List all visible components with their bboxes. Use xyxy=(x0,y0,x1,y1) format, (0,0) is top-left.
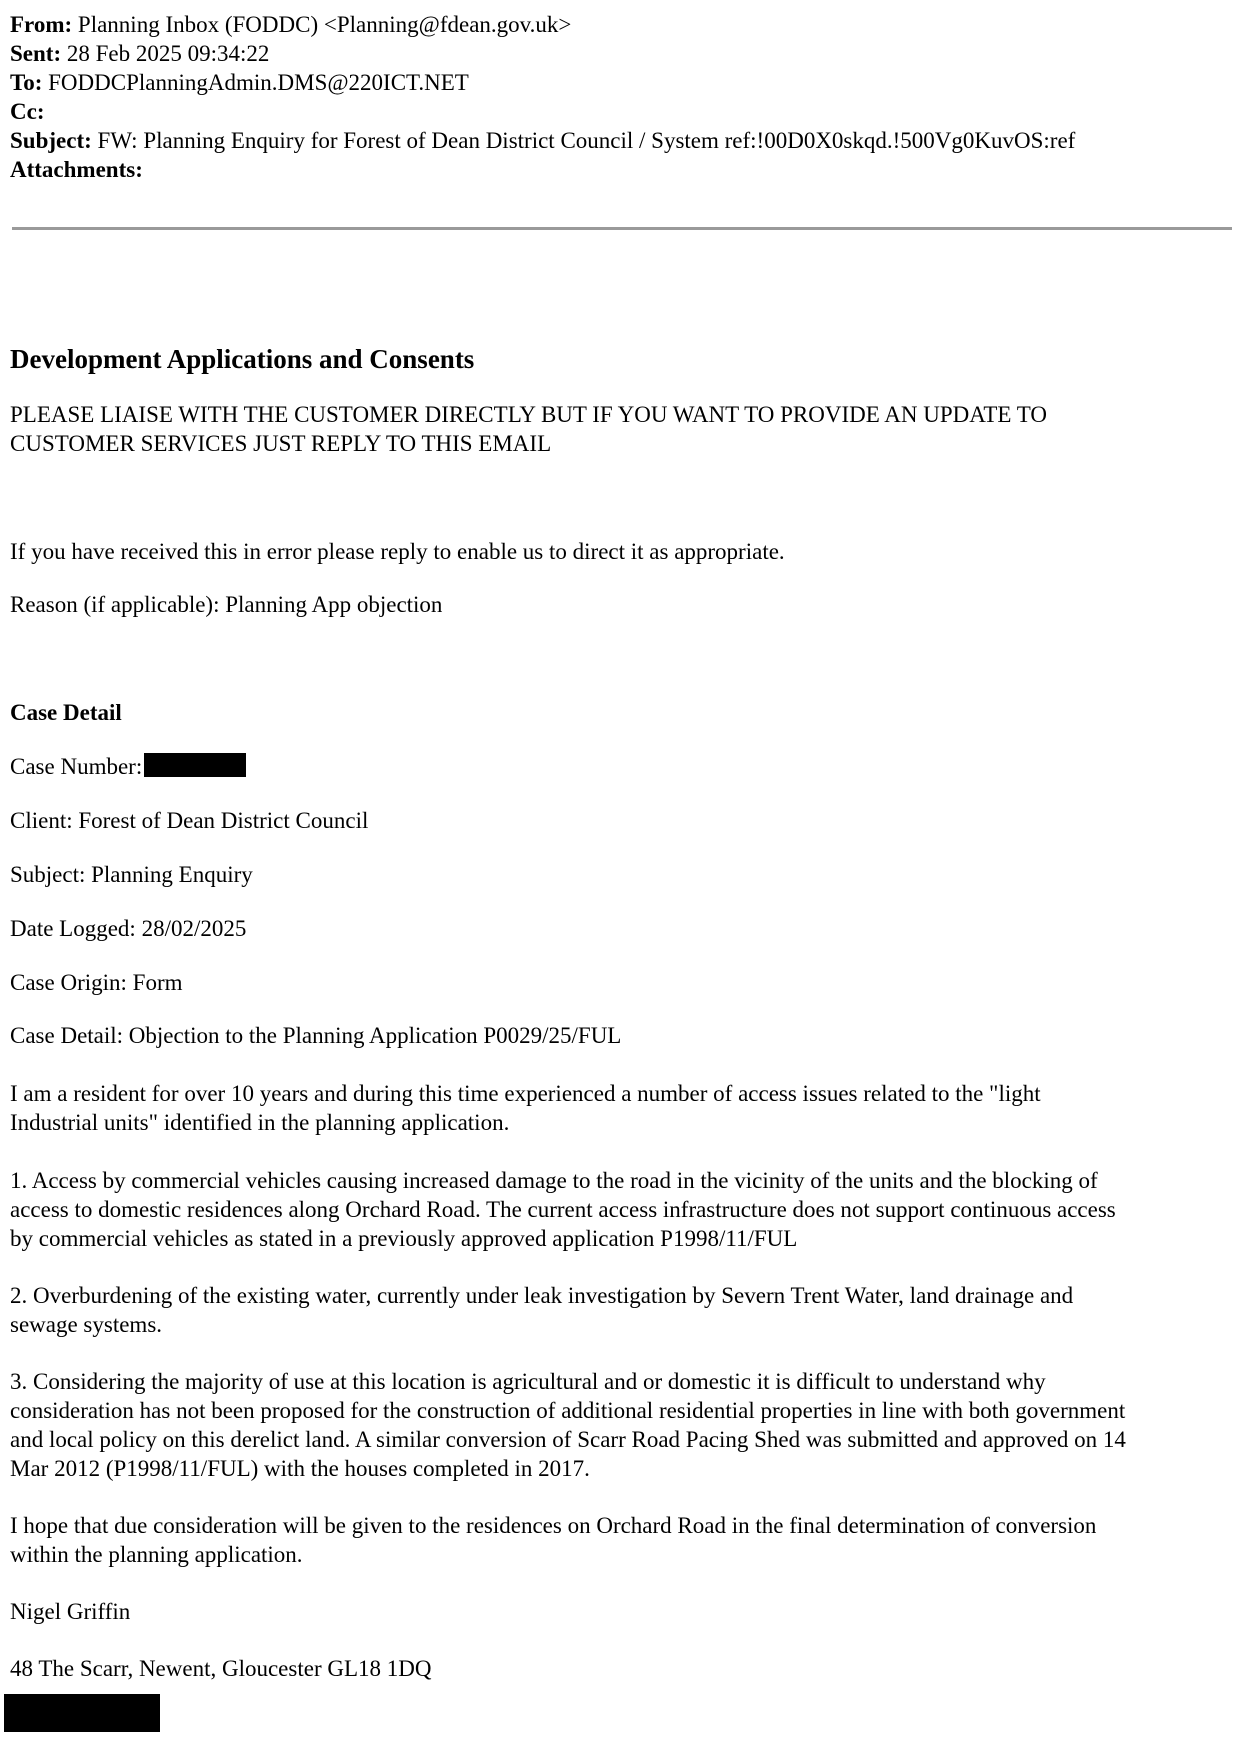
case-number-row xyxy=(10,752,1232,781)
to-value: FODDCPlanningAdmin.DMS@220ICT.NET xyxy=(48,70,469,95)
point-3-line-2: consideration has not been proposed for the construction of additional residential properties in line with both government xyxy=(10,1398,1126,1423)
to-row xyxy=(10,68,1232,97)
reason-line xyxy=(10,590,1232,619)
notice-line-1: PLEASE LIAISE WITH THE CUSTOMER DIRECTLY BUT IF YOU WANT TO PROVIDE AN UPDATE TO xyxy=(10,402,1047,427)
closing-line-1: I hope that due consideration will be given to the residences on Orchard Road in the final determination of conversion xyxy=(10,1513,1097,1538)
date-logged-text: Date Logged: 28/02/2025 xyxy=(10,916,247,941)
signature-name-text: Nigel Griffin xyxy=(10,1599,131,1624)
redaction-box-bottom xyxy=(4,1694,160,1732)
client-text: Client: Forest of Dean District Council xyxy=(10,808,369,833)
subject-label: Subject: xyxy=(10,128,92,153)
section-heading xyxy=(10,343,1232,375)
from-row xyxy=(10,10,1232,39)
cc-label: Cc: xyxy=(10,99,45,124)
subject-row xyxy=(10,126,1232,155)
signature-name xyxy=(10,1597,1232,1626)
case-detail-heading xyxy=(10,698,1232,727)
case-detail-row xyxy=(10,1021,1232,1050)
point-1-line-3: by commercial vehicles as stated in a previously approved application P1998/11/FUL xyxy=(10,1226,798,1251)
attachments-row xyxy=(10,155,1232,184)
redaction-box xyxy=(144,753,246,777)
point-1-line-1: 1. Access by commercial vehicles causing increased damage to the road in the vicinity of the units and the blocking of xyxy=(10,1168,1098,1193)
cc-row xyxy=(10,97,1232,126)
signature-address xyxy=(10,1654,1232,1683)
sent-label: Sent: xyxy=(10,41,62,66)
heading-text: Development Applications and Consents xyxy=(10,344,475,374)
client-row xyxy=(10,806,1232,835)
closing-paragraph xyxy=(10,1511,1232,1569)
intro-line-2: Industrial units" identified in the planning application. xyxy=(10,1110,510,1135)
sent-value: 28 Feb 2025 09:34:22 xyxy=(66,41,270,66)
signature-address-text: 48 The Scarr, Newent, Gloucester GL18 1DQ xyxy=(10,1656,432,1681)
subject-text: Subject: Planning Enquiry xyxy=(10,862,253,887)
intro-paragraph xyxy=(10,1079,1232,1137)
point-3-line-4: Mar 2012 (P1998/11/FUL) with the houses completed in 2017. xyxy=(10,1456,590,1481)
header-divider xyxy=(12,227,1232,230)
to-label: To: xyxy=(10,70,43,95)
case-number-label: Case Number: xyxy=(10,754,143,779)
subject-value: FW: Planning Enquiry for Forest of Dean District Council / System ref:!00D0X0skqd.!500Vg0KuvOS:ref xyxy=(97,128,1076,153)
point-2-line-1: 2. Overburdening of the existing water, currently under leak investigation by Severn Trent Water, land drainage and xyxy=(10,1283,1074,1308)
point-3-paragraph xyxy=(10,1367,1232,1483)
error-note xyxy=(10,537,1232,566)
point-2-paragraph xyxy=(10,1281,1232,1339)
point-3-line-3: and local policy on this derelict land. A similar conversion of Scarr Road Pacing Shed was submitted and approved on 14 xyxy=(10,1427,1126,1452)
attachments-label: Attachments: xyxy=(10,157,143,182)
intro-line-1: I am a resident for over 10 years and during this time experienced a number of access issues related to the "light xyxy=(10,1081,1041,1106)
date-logged-row xyxy=(10,914,1232,943)
closing-line-2: within the planning application. xyxy=(10,1542,303,1567)
error-note-text: If you have received this in error please reply to enable us to direct it as appropriate. xyxy=(10,539,785,564)
subject-row-body xyxy=(10,860,1232,889)
from-label: From: xyxy=(10,12,73,37)
case-origin-row xyxy=(10,968,1232,997)
notice-line-2: CUSTOMER SERVICES JUST REPLY TO THIS EMAIL xyxy=(10,431,552,456)
from-value: Planning Inbox (FODDC) <Planning@fdean.gov.uk> xyxy=(77,12,572,37)
notice-block xyxy=(10,400,1232,458)
case-heading-text: Case Detail xyxy=(10,700,122,725)
point-1-line-2: access to domestic residences along Orchard Road. The current access infrastructure does not support continuous access xyxy=(10,1197,1116,1222)
case-detail-text: Case Detail: Objection to the Planning Application P0029/25/FUL xyxy=(10,1023,622,1048)
reason-text: Reason (if applicable): Planning App objection xyxy=(10,592,443,617)
email-header xyxy=(10,10,1232,184)
sent-row xyxy=(10,39,1232,68)
case-origin-text: Case Origin: Form xyxy=(10,970,183,995)
point-1-paragraph xyxy=(10,1166,1232,1253)
point-3-line-1: 3. Considering the majority of use at this location is agricultural and or domestic it is difficult to understand why xyxy=(10,1369,1046,1394)
point-2-line-2: sewage systems. xyxy=(10,1312,163,1337)
